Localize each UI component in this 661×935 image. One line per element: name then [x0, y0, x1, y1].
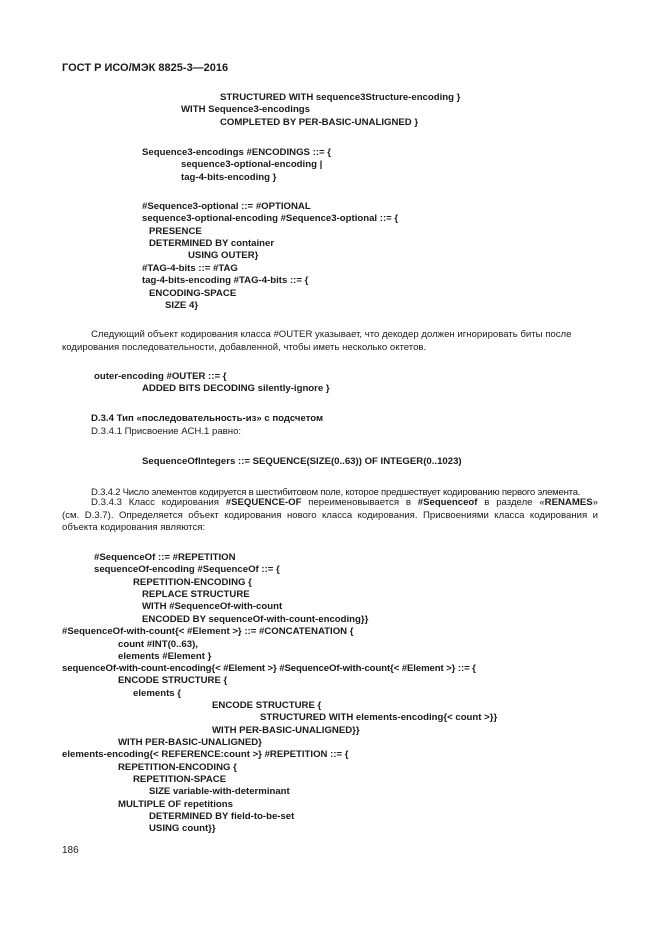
paragraph-line: объекта кодирования являются:	[62, 522, 206, 534]
code-line: sequence3-optional-encoding #Sequence3-optional ::= {	[142, 213, 399, 224]
text-run: #Sequenceof	[417, 497, 478, 508]
code-line: elements #Element }	[118, 651, 212, 662]
code-line: #SequenceOf ::= #REPETITION	[94, 552, 236, 563]
code-line: ENCODE STRUCTURE {	[118, 675, 228, 686]
subsection-text: D.3.4.2 Число элементов кодируется в шестибитовом поле, которое предшествует кодированию первого элемента.	[91, 487, 581, 498]
code-line: sequence3-optional-encoding |	[181, 159, 323, 170]
code-line: USING OUTER}	[188, 250, 259, 261]
code-line: elements {	[133, 688, 181, 699]
code-line: USING count}}	[149, 823, 216, 834]
code-line: #Sequence3-optional ::= #OPTIONAL	[142, 201, 311, 212]
code-line: STRUCTURED WITH sequence3Structure-encoding }	[220, 92, 461, 103]
code-line: outer-encoding #OUTER ::= {	[94, 371, 227, 382]
text-run: в разделе «	[477, 497, 545, 508]
text-run: D.3.4.3 Класс кодирования	[91, 497, 226, 508]
text-run: RENAMES	[544, 497, 593, 508]
paragraph-outer	[62, 329, 598, 354]
page-header: ГОСТ Р ИСО/МЭК 8825-3—2016	[62, 62, 229, 74]
code-line: REPETITION-ENCODING {	[133, 577, 252, 588]
code-line: MULTIPLE OF repetitions	[118, 799, 233, 810]
code-line: ENCODE STRUCTURE {	[212, 700, 322, 711]
code-line: Sequence3-encodings #ENCODINGS ::= {	[142, 147, 331, 158]
code-line: count #INT(0..63),	[118, 639, 198, 650]
code-line: sequenceOf-encoding #SequenceOf ::= {	[94, 564, 280, 575]
paragraph-line: кодирования последовательности, добавленной, чтобы иметь несколько октетов.	[62, 341, 427, 353]
subsection-paragraph	[62, 497, 598, 535]
section-heading: D.3.4 Тип «последовательность-из» с подсчетом	[91, 413, 324, 424]
asn1-assignment: SequenceOfIntegers ::= SEQUENCE(SIZE(0..63)) OF INTEGER(0..1023)	[142, 456, 462, 467]
text-run: #SEQUENCE-OF	[225, 497, 302, 508]
subsection-text: D.3.4.1 Присвоение АСН.1 равно:	[91, 426, 242, 437]
code-line: ENCODING-SPACE	[149, 288, 237, 299]
paragraph-line: (см. D.3.7). Определяется объект кодирования нового класса кодирования. Присвоениями класса кодирования и	[62, 509, 598, 521]
code-line: REPETITION-SPACE	[133, 774, 227, 785]
code-line: STRUCTURED WITH elements-encoding{< count >}}	[260, 712, 498, 723]
code-line: WITH PER-BASIC-UNALIGNED}}	[212, 725, 360, 736]
code-line: tag-4-bits-encoding }	[181, 172, 277, 183]
code-line: WITH #SequenceOf-with-count	[142, 601, 283, 612]
code-line: DETERMINED BY container	[149, 238, 275, 249]
paragraph-line	[62, 497, 598, 510]
code-line: REPETITION-ENCODING {	[118, 762, 237, 773]
code-line: DETERMINED BY field-to-be-set	[149, 811, 295, 822]
code-line: tag-4-bits-encoding #TAG-4-bits ::= {	[142, 275, 309, 286]
paragraph-line: Следующий объект кодирования класса #OUTER указывает, что декодер должен игнорировать биты после	[91, 329, 572, 340]
text-run: переименовывается в	[301, 497, 418, 508]
code-line: PRESENCE	[149, 226, 202, 237]
text-run: »	[592, 497, 598, 508]
code-line: ENCODED BY sequenceOf-with-count-encoding}}	[142, 614, 369, 625]
code-line: #SequenceOf-with-count{< #Element >} ::= #CONCATENATION {	[62, 626, 354, 637]
code-line: WITH Sequence3-encodings	[181, 104, 311, 115]
code-line: sequenceOf-with-count-encoding{< #Element >} #SequenceOf-with-count{< #Element >} ::= {	[62, 663, 476, 674]
code-line: SIZE variable-with-determinant	[149, 786, 290, 797]
code-line: elements-encoding{< REFERENCE:count >} #REPETITION ::= {	[62, 749, 349, 760]
code-line: WITH PER-BASIC-UNALIGNED}	[118, 737, 262, 748]
code-line: ADDED BITS DECODING silently-ignore }	[142, 383, 330, 394]
code-line: SIZE 4}	[165, 300, 199, 311]
code-line: #TAG-4-bits ::= #TAG	[142, 263, 238, 274]
code-line: COMPLETED BY PER-BASIC-UNALIGNED }	[220, 117, 419, 128]
code-line: REPLACE STRUCTURE	[142, 589, 250, 600]
page-number: 186	[62, 845, 79, 856]
